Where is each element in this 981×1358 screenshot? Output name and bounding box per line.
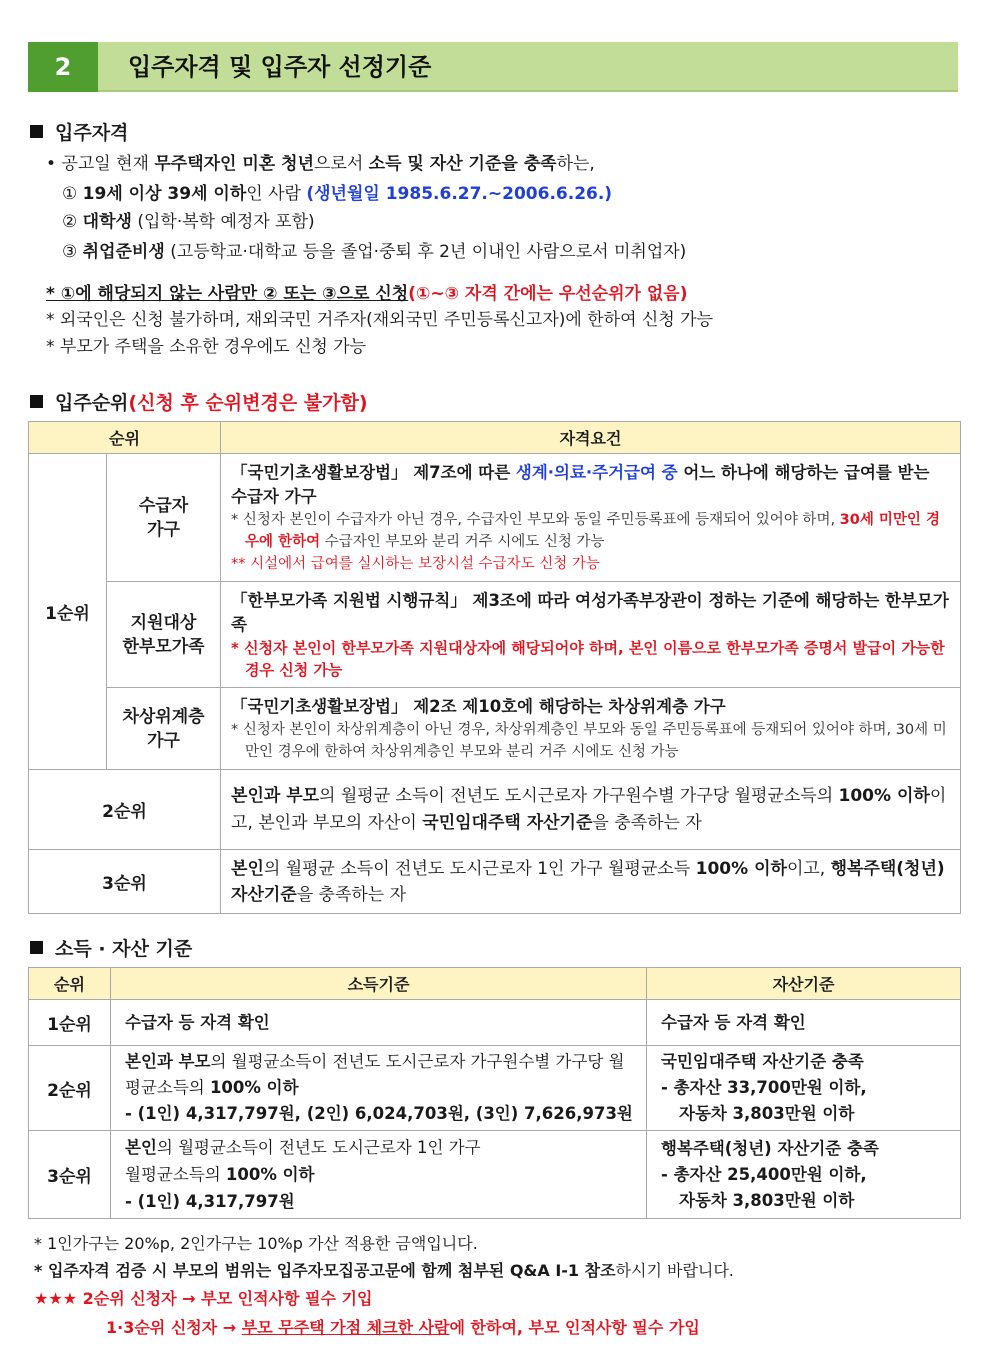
recipient-household-requirement: 「국민기초생활보장법」 제7조에 따른 생계·의료·주거급여 중 어느 하나에 해당하는 급여를 받는 수급자 가구 * 신청자 본인이 수급자가 아닌 경우, 수급자인 부모와 동일 주민등록표에 등재되어 있어야 하며, 30세 미만인 경우에 한하여 수급자인 부모와 분리 거주 시에도 신청 가능 ** 시설에서 급여를 실시하는 보장시설 수급자도 신청 가능	[221, 454, 961, 582]
asset-col-header: 자산기준	[647, 968, 961, 1000]
rank-2-requirement: 본인과 부모의 월평균 소득이 전년도 도시근로자 가구원수별 가구당 월평균소득의 100% 이하이고, 본인과 부모의 자산이 국민임대주택 자산기준을 충족하는 자	[221, 770, 961, 850]
square-bullet-icon	[30, 941, 43, 954]
rank-col-header: 순위	[29, 422, 221, 454]
footer-note-2: * 입주자격 검증 시 부모의 범위는 입주자모집공고문에 함께 첨부된 Q&A Ⅰ-1 참조하시기 바랍니다.	[34, 1261, 734, 1280]
qualification-note-1: * ①에 해당되지 않는 사람만 ② 또는 ③으로 신청(①~③ 자격 간에는 우선순위가 없음)	[46, 284, 688, 304]
income-rank-3-asset: 행복주택(청년) 자산기준 충족 - 총자산 25,400만원 이하, 자동차 3,803만원 이하	[647, 1131, 961, 1219]
qualification-note-3: * 부모가 주택을 소유한 경우에도 신청 가능	[46, 337, 367, 357]
qualification-item-1: ① 19세 이상 39세 이하인 사람 (생년월일 1985.6.27.~2006.6.26.)	[62, 184, 613, 204]
single-parent-family-requirement: 「한부모가족 지원법 시행규칙」 제3조에 따라 여성가족부장관이 정하는 기준에 해당하는 한부모가족 * 신청자 본인이 한부모가족 지원대상자에 해당되어야 하며, 본인 이름으로 한부모가족 증명서 발급이 가능한 경우 신청 가능	[221, 582, 961, 688]
qualification-heading: 입주자격	[30, 118, 128, 145]
income-col-header: 소득기준	[111, 968, 647, 1000]
near-poverty-household-requirement: 「국민기초생활보장법」 제2조 제10호에 해당하는 차상위계층 가구 * 신청자 본인이 차상위계층이 아닌 경우, 차상위계층인 부모와 동일 주민등록표에 등재되어 있어야 하며, 30세 미만인 경우에 한하여 차상위계층인 부모와 분리 거주 시에도 신청 가능	[221, 688, 961, 770]
rank-3-requirement: 본인의 월평균 소득이 전년도 도시근로자 1인 가구 월평균소득 100% 이하이고, 행복주택(청년) 자산기준을 충족하는 자	[221, 850, 961, 914]
single-parent-family-label: 지원대상 한부모가족	[107, 582, 221, 688]
income-rank-3-label: 3순위	[29, 1131, 111, 1219]
rank-3-label: 3순위	[29, 850, 221, 914]
income-rank-1-asset: 수급자 등 자격 확인	[647, 1000, 961, 1046]
income-asset-heading: 소득 · 자산 기준	[30, 934, 192, 961]
income-rank-2-asset: 국민임대주택 자산기준 충족 - 총자산 33,700만원 이하, 자동차 3,803만원 이하	[647, 1046, 961, 1131]
rank-heading: 입주순위(신청 후 순위변경은 불가함)	[30, 388, 368, 415]
income-rank-1-label: 1순위	[29, 1000, 111, 1046]
income-rank-3-income: 본인의 월평균소득이 전년도 도시근로자 1인 가구 월평균소득의 100% 이하 - (1인) 4,317,797원	[111, 1131, 647, 1219]
income-rank-1-income: 수급자 등 자격 확인	[111, 1000, 647, 1046]
income-rank-2-label: 2순위	[29, 1046, 111, 1131]
section-banner	[28, 42, 958, 92]
qualification-note-2: * 외국인은 신청 불가하며, 재외국민 거주자(재외국민 주민등록신고자)에 한하여 신청 가능	[46, 310, 713, 330]
qualification-item-3: ③ 취업준비생 (고등학교·대학교 등을 졸업·중퇴 후 2년 이내인 사람으로서 미취업자)	[62, 242, 687, 262]
footer-note-1: * 1인가구는 20%p, 2인가구는 10%p 가산 적용한 금액입니다.	[34, 1234, 478, 1253]
footer-note-4: 1·3순위 신청자 → 부모 무주택 가점 체크한 사람에 한하여, 부모 인적사항 필수 가입	[106, 1318, 700, 1337]
section-number: 2	[28, 42, 98, 92]
square-bullet-icon	[30, 125, 43, 138]
income-rank-2-income: 본인과 부모의 월평균소득이 전년도 도시근로자 가구원수별 가구당 월평균소득의 100% 이하 - (1인) 4,317,797원, (2인) 6,024,703원, (3인) 7,626,973원	[111, 1046, 647, 1131]
recipient-household-label: 수급자 가구	[107, 454, 221, 582]
requirement-col-header: 자격요건	[221, 422, 961, 454]
section-title: 입주자격 및 입주자 선정기준	[128, 53, 432, 81]
rank-1-label: 1순위	[29, 454, 107, 770]
rank-col-header: 순위	[29, 968, 111, 1000]
rank-table	[28, 421, 961, 914]
qualification-bullet: • 공고일 현재 무주택자인 미혼 청년으로서 소득 및 자산 기준을 충족하는,	[46, 154, 595, 174]
square-bullet-icon	[30, 395, 43, 408]
near-poverty-household-label: 차상위계층 가구	[107, 688, 221, 770]
footer-note-3: ★★★ 2순위 신청자 → 부모 인적사항 필수 기입	[34, 1289, 373, 1308]
rank-2-label: 2순위	[29, 770, 221, 850]
income-asset-table	[28, 967, 961, 1219]
qualification-item-2: ② 대학생 (입학·복학 예정자 포함)	[62, 212, 315, 232]
